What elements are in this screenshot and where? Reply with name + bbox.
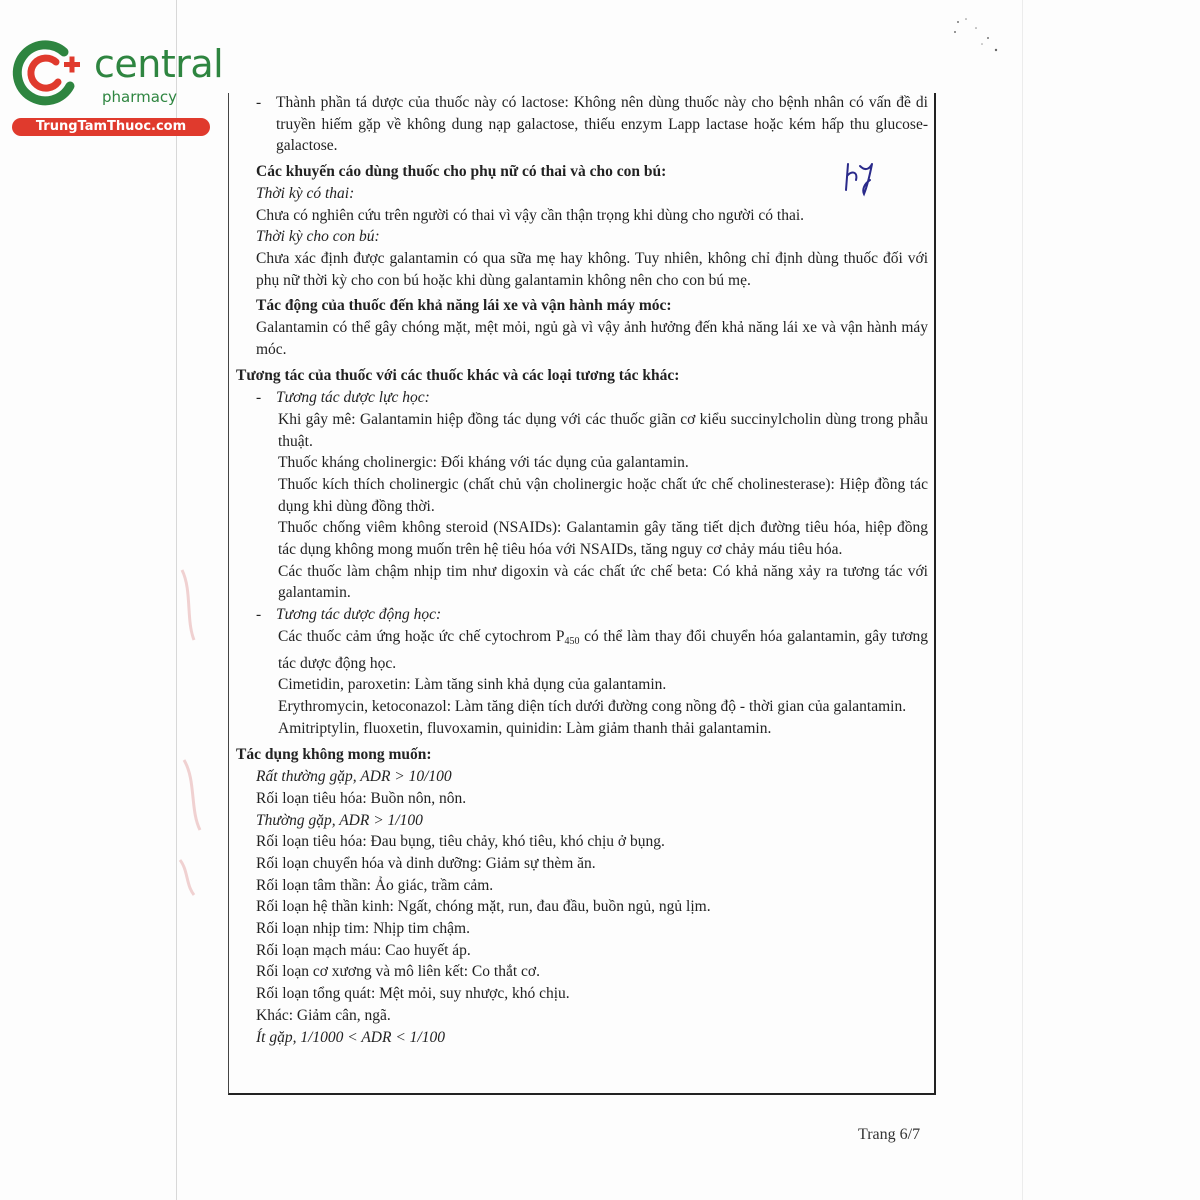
adverse-item: Rối loạn tổng quát: Mệt mỏi, suy nhược, khó chịu.: [256, 985, 570, 1003]
very-common-label: Rất thường gặp, ADR > 10/100: [256, 768, 452, 786]
adverse-item: Rối loạn chuyển hóa và dinh dưỡng: Giảm sự thèm ăn.: [256, 854, 596, 872]
interaction-item: Erythromycin, ketoconazol: Làm tăng diện tích dưới đường cong nồng độ - thời gian của galantamin.: [278, 697, 907, 715]
adverse-item: Rối loạn cơ xương và mô liên kết: Co thắt cơ.: [256, 963, 540, 981]
adverse-item: Rối loạn mạch máu: Cao huyết áp.: [256, 941, 471, 959]
logo-website-badge: TrungTamThuoc.com: [12, 118, 210, 136]
pharmacodynamic-label: - Tương tác dược lực học:: [256, 389, 430, 407]
adverse-item: Rối loạn tâm thần: Ảo giác, trầm cảm.: [256, 876, 494, 894]
common-label: Thường gặp, ADR > 1/100: [256, 811, 423, 829]
pregnancy-heading: Các khuyến cáo dùng thuốc cho phụ nữ có thai và cho con bú:: [256, 163, 667, 181]
uncommon-label: Ít gặp, 1/1000 < ADR < 1/100: [256, 1028, 445, 1046]
interaction-item: Các thuốc cảm ứng hoặc ức chế cytochrom $P_{450}$ có thể làm thay đổi chuyển hóa galantamin, gây tương tác dược động học.: [278, 627, 928, 672]
driving-heading: Tác động của thuốc đến khả năng lái xe và vận hành máy móc:: [256, 297, 672, 315]
adverse-item: Rối loạn tiêu hóa: Buồn nôn, nôn.: [256, 789, 467, 807]
lactation-label: Thời kỳ cho con bú:: [256, 228, 380, 246]
adverse-item: Rối loạn tiêu hóa: Đau bụng, tiêu chảy, khó tiêu, khó chịu ở bụng.: [256, 833, 665, 851]
adverse-item: Rối loạn nhịp tim: Nhịp tim chậm.: [256, 920, 470, 938]
pharmacy-cross-logo-icon: [12, 38, 82, 108]
lactation-text: Chưa xác định được galantamin có qua sữa mẹ hay không. Tuy nhiên, không chỉ định dùng thuốc đối với phụ nữ thời kỳ cho con bú hoặc khi dùng galantamin không nên cho con bú mẹ.: [256, 249, 928, 289]
page-edge-right: [1022, 0, 1023, 1200]
interaction-item: Amitriptylin, fluoxetin, fluvoxamin, quinidin: Làm giảm thanh thải galantamin.: [278, 719, 772, 737]
central-pharmacy-logo[interactable]: [12, 38, 224, 138]
pregnancy-period-label: Thời kỳ có thai:: [256, 184, 355, 202]
interaction-item: Cimetidin, paroxetin: Làm tăng sinh khả dụng của galantamin.: [278, 676, 667, 694]
faint-stamp-edge: [176, 560, 216, 900]
driving-text: Galantamin có thể gây chóng mặt, mệt mỏi, ngủ gà vì vậy ảnh hưởng đến khả năng lái xe và vận hành máy móc.: [256, 319, 928, 358]
interaction-item: Thuốc kích thích cholinergic (chất chủ vận cholinergic hoặc chất ức chế cholinesterase): Hiệp đồng tác dụng khi dùng đồng thời.: [278, 475, 928, 515]
interaction-item: Khi gây mê: Galantamin hiệp đồng tác dụng với các thuốc giãn cơ kiểu succinylcholin dùng trong phẫu thuật.: [278, 410, 928, 450]
logo-subtitle: pharmacy: [102, 88, 178, 106]
subscript-450: 450: [564, 635, 580, 647]
adverse-heading: Tác dụng không mong muốn:: [236, 746, 432, 764]
page-number: Trang 6/7: [858, 1126, 921, 1143]
pregnancy-text: Chưa có nghiên cứu trên người có thai vì vậy cần thận trọng khi dùng cho người có thai.: [256, 206, 805, 224]
pharmacokinetic-label: - Tương tác dược động học:: [256, 606, 442, 624]
interaction-item: Thuốc chống viêm không steroid (NSAIDs): Galantamin gây tăng tiết dịch đường tiêu hóa, hiệp đồng tác dụng không mong muốn trên hệ tiêu hóa với NSAIDs, tăng nguy cơ chảy máu tiêu hóa.: [278, 519, 928, 559]
adverse-item: Rối loạn hệ thần kinh: Ngất, chóng mặt, run, đau đầu, buồn ngủ, ngủ lịm.: [256, 898, 711, 916]
adverse-item: Khác: Giảm cân, ngã.: [256, 1006, 391, 1024]
leaflet-content: [236, 92, 928, 1048]
scan-marks-decoration: [952, 14, 1000, 54]
excipient-note: - Thành phần tá dược của thuốc này có lactose: Không nên dùng thuốc này cho bệnh nhân có vấn đề di truyền hiếm gặp về không dung nạp galactose, thiếu enzym Lapp lactase hoặc kém hấp thu glucose-galactose.: [256, 94, 928, 155]
interaction-item: Các thuốc làm chậm nhịp tim như digoxin và các chất ức chế beta: Có khả năng xảy ra tương tác với galantamin.: [278, 562, 928, 602]
logo-name: central: [94, 42, 224, 86]
interaction-item: Thuốc kháng cholinergic: Đối kháng với tác dụng của galantamin.: [278, 454, 689, 472]
interactions-heading: Tương tác của thuốc với các thuốc khác và các loại tương tác khác:: [236, 367, 680, 385]
